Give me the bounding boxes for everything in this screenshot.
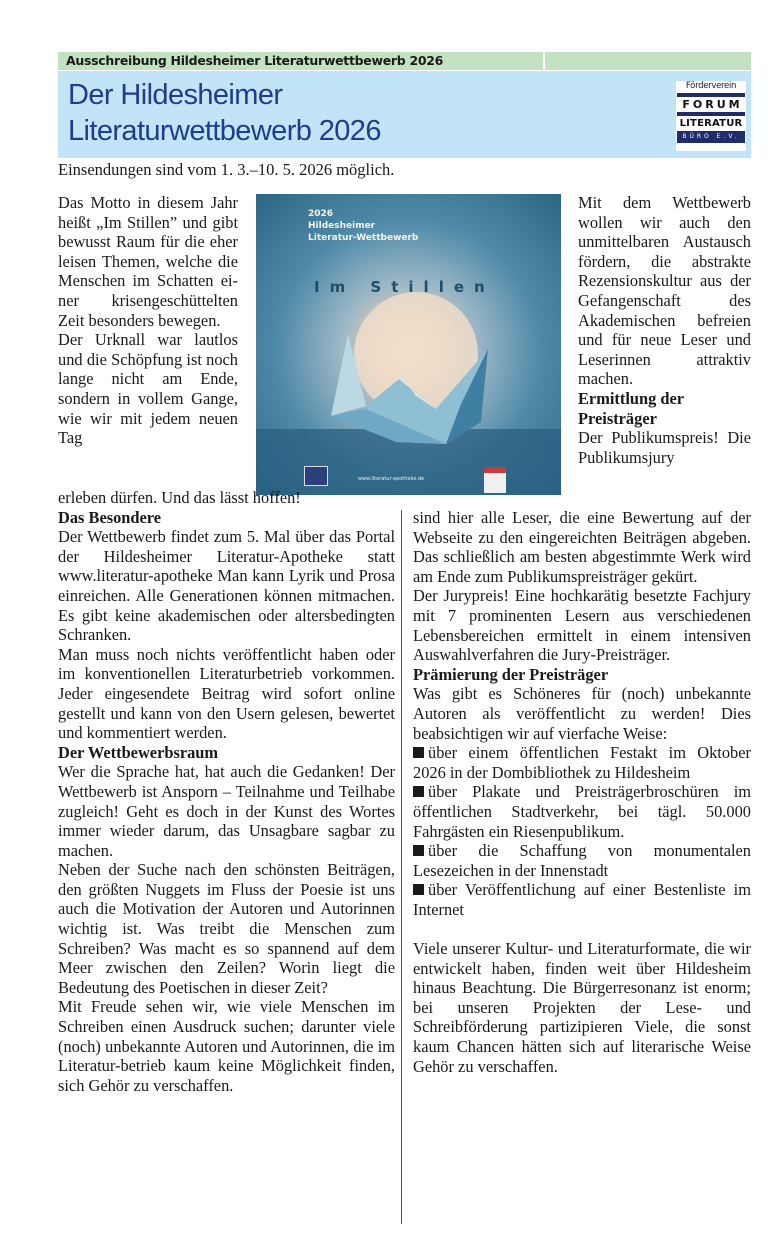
body-paragraph: Viele unserer Kultur- und Literaturformate, die wir entwickelt haben, finden weit über Hildesheim hinaus Beachtung. Die Bürgerresonanz ist enorm; bei unseren Projekten der Lese- und Schreibförderung partizipieren Viele, die sonst kaum Chancen hätten sich auf literarische Weise Gehör zu verschaffen.	[413, 939, 751, 1076]
title-line-1: Der Hildesheimer	[68, 79, 283, 111]
body-paragraph: Was gibt es Schöneres für (noch) unbekannte Autoren als veröffentlicht zu werden! Dies beabsichtigen wir auf vierfache Weise:	[413, 684, 751, 743]
intro-paragraph: Mit dem Wettbewerb wollen wir auch den unmittelbaren Austausch fördern, die abstrakte Rezensionskultur aus der Gefangenschaft des Akademischen befreien und für neue Leser und Leserinnen attraktiv machen.	[578, 193, 751, 389]
submission-dates: Einsendungen sind vom 1. 3.–10. 5. 2026 möglich.	[58, 160, 395, 179]
poster-motto: Im Stillen	[314, 278, 495, 296]
header-banner	[58, 52, 751, 70]
body-paragraph: Neben der Suche nach den schönsten Beiträgen, den größten Nuggets im Fluss der Poesie ist uns auch die Motivation der Autoren und Autorinnen wichtig ist. Was treibt die Menschen zum Schreiben? Was macht es so spannend auf dem Meer zwischen den Zeilen? Worin liegt die Bedeutung des Poetischen in dieser Zeit?	[58, 860, 395, 997]
page-title	[68, 77, 381, 149]
bullet-item: über die Schaffung von monumentalen Lesezeichen in der Innenstadt	[413, 841, 751, 880]
square-bullet-icon	[413, 884, 424, 895]
bullet-item: über einem öffentlichen Festakt im Oktober 2026 in der Dombibliothek zu Hildesheim	[413, 743, 751, 782]
poster-url: www.literatur-apotheke.de	[358, 476, 425, 482]
title-box	[58, 71, 751, 158]
logo-line-2: FORUM	[682, 98, 743, 111]
banner-text: Ausschreibung Hildesheimer Literaturwettbewerb 2026	[58, 52, 545, 70]
poster-heading: 2026 Hildesheimer Literatur-Wettbewerb	[308, 209, 419, 243]
body-paragraph: Wer die Sprache hat, hat auch die Gedanken! Der Wettbewerb ist Ansporn – Teilnahme und Teilhabe zugleich! Geht es doch in der Kunst des Wortes immer wieder darum, das Unsagbare sagbar zu machen.	[58, 762, 395, 860]
poster-image	[256, 194, 561, 495]
body-paragraph: sind hier alle Leser, die eine Bewertung auf der Webseite zu den eingereichten Beiträgen abgeben. Das schließlich am besten abgestimmte Werk wird am Ende zum Publikumspreisträger gekürt.	[413, 508, 751, 586]
bullet-item: über Plakate und Preisträgerbroschüren im öffentlichen Stadtverkehr, bei tägl. 50.000 Fahrgästen ein Riesenpublikum.	[413, 782, 751, 841]
body-paragraph: Man muss noch nichts veröffentlicht haben oder im konventionellen Literaturbetrieb vorkommen. Jeder eingesendete Beitrag wird sofort online gestellt und kann von den Usern gelesen, bewertet und kommentiert werden.	[58, 644, 395, 743]
logo-line-4: BÜRO E.V.	[677, 131, 745, 143]
logo-bar	[677, 93, 745, 97]
left-column	[58, 488, 395, 1095]
spacer	[413, 919, 751, 939]
column-divider	[401, 510, 402, 1224]
title-line-2: Literaturwettbewerb 2026	[68, 115, 381, 147]
section-heading: Das Besondere	[58, 507, 162, 527]
logo-bar	[677, 112, 745, 116]
logo-line-3: LITERATUR	[679, 118, 743, 129]
body-paragraph: Der Jurypreis! Eine hochkarätig besetzte Fachjury mit 7 prominenten Lesern aus verschiedenen Lebensbereichen ermittelt in einem intensiven Auswahlverfahren die Jury-Preisträger.	[413, 586, 751, 665]
forum-literatur-logo	[676, 81, 746, 151]
square-bullet-icon	[413, 845, 424, 856]
section-heading: Prämierung der Preisträger	[413, 664, 609, 684]
bullet-item: über Veröffentlichung auf einer Bestenliste im Internet	[413, 880, 751, 919]
body-paragraph: Mit Freude sehen wir, wie viele Menschen im Schreiben einen Ausdruck suchen; darunter viele (noch) unbekannte Autoren und Autorinnen, die im Literatur-betrieb kaum keine Möglichkeit finden, sich Gehör zu verschaffen.	[58, 997, 395, 1095]
section-heading: Ermittlung der Preisträger	[578, 388, 684, 428]
intro-left-column	[58, 193, 238, 448]
forum-logo-small	[304, 466, 328, 486]
square-bullet-icon	[413, 786, 424, 797]
body-paragraph: Der Wettbewerb findet zum 5. Mal über das Portal der Hildesheimer Literatur-Apotheke statt www.literatur-apotheke Man kann Lyrik und Prosa einreichen. Alle Generationen können mitmachen. Es gibt keine akademischen oder altersbedingten Schranken.	[58, 527, 395, 645]
intro-paragraph: Der Publikumspreis! Die Publikumsjury	[578, 428, 751, 467]
intro-right-column	[578, 193, 751, 467]
intro-paragraph: Der Urknall war lautlos und die Schöpfung ist noch lange nicht am Ende, sondern in vollem Gange, wie wir mit jedem neuen Tag	[58, 330, 238, 448]
intro-paragraph: Das Motto in diesem Jahr heißt „Im Stillen” und gibt bewusst Raum für die eher leisen Themen, welche die Menschen im Schatten einer krisengeschüttelten Zeit besonders bewegen.	[58, 193, 238, 330]
intro-end-line: erleben dürfen. Und das lässt hoffen!	[58, 488, 301, 507]
section-heading: Der Wettbewerbsraum	[58, 742, 219, 762]
right-column	[413, 508, 751, 1076]
logo-line-1: Förderverein	[685, 81, 737, 91]
apotheke-logo-small	[484, 467, 506, 493]
square-bullet-icon	[413, 747, 424, 758]
